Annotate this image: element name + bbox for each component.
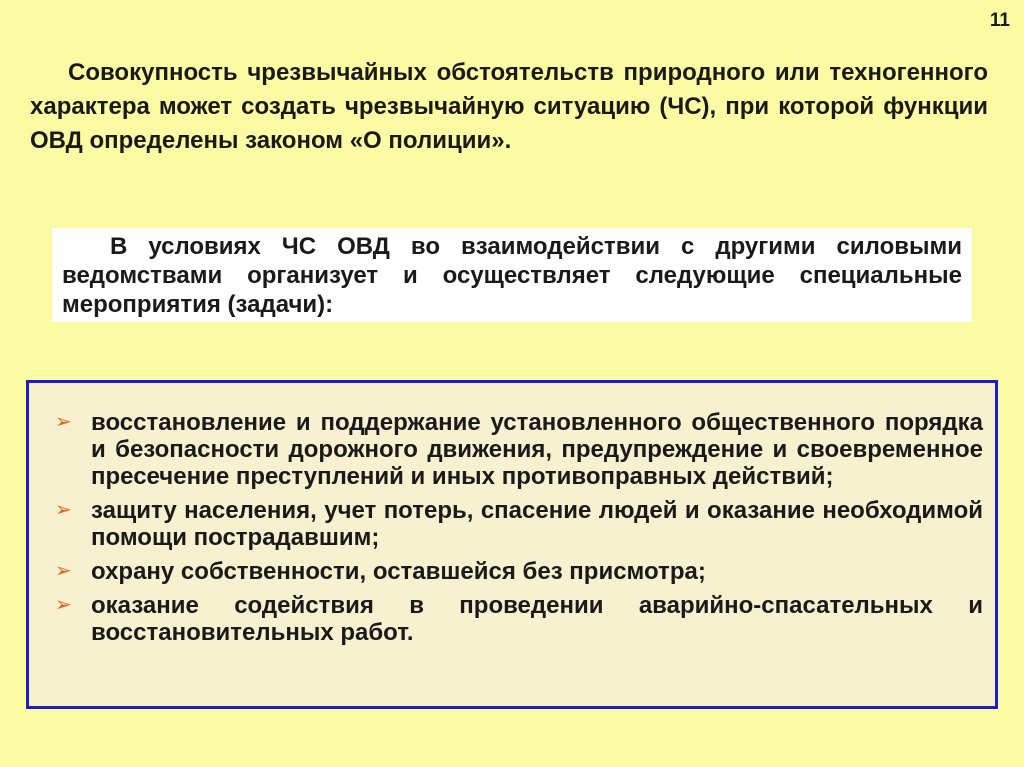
list-item-text: оказание содействия в проведении аварийно-спасательных и восстановительных работ. [91,592,983,646]
intro-paragraph: Совокупность чрезвычайных обстоятельств природного или техногенного характера может создать чрезвычайную ситуацию (ЧС), при которой функции ОВД определены законом «О полиции». [30,59,988,154]
arrow-bullet-icon: ➢ [55,411,72,433]
list-item-text: защиту населения, учет потерь, спасение людей и оказание необходимой помощи пострадавшим; [91,497,983,551]
arrow-bullet-icon: ➢ [55,594,72,616]
highlight-paragraph: В условиях ЧС ОВД во взаимодействии с другими силовыми ведомствами организует и осуществляет следующие специальные мероприятия (задачи): [62,233,962,318]
arrow-bullet-icon: ➢ [55,499,72,521]
arrow-bullet-icon: ➢ [55,560,72,582]
list-item [51,409,983,490]
list-item-text: восстановление и поддержание установленного общественного порядка и безопасности дорожного движения, предупреждение и своевременное пресечение преступлений и иных противоправных действий; [91,409,983,490]
tasks-box [26,380,998,709]
list-item-text: охрану собственности, оставшейся без присмотра; [91,558,706,585]
slide-number: 11 [989,10,1010,31]
highlight-box [52,228,972,322]
list-item [51,497,983,551]
list-item [51,592,983,646]
task-list [51,409,983,646]
list-item [51,558,983,585]
